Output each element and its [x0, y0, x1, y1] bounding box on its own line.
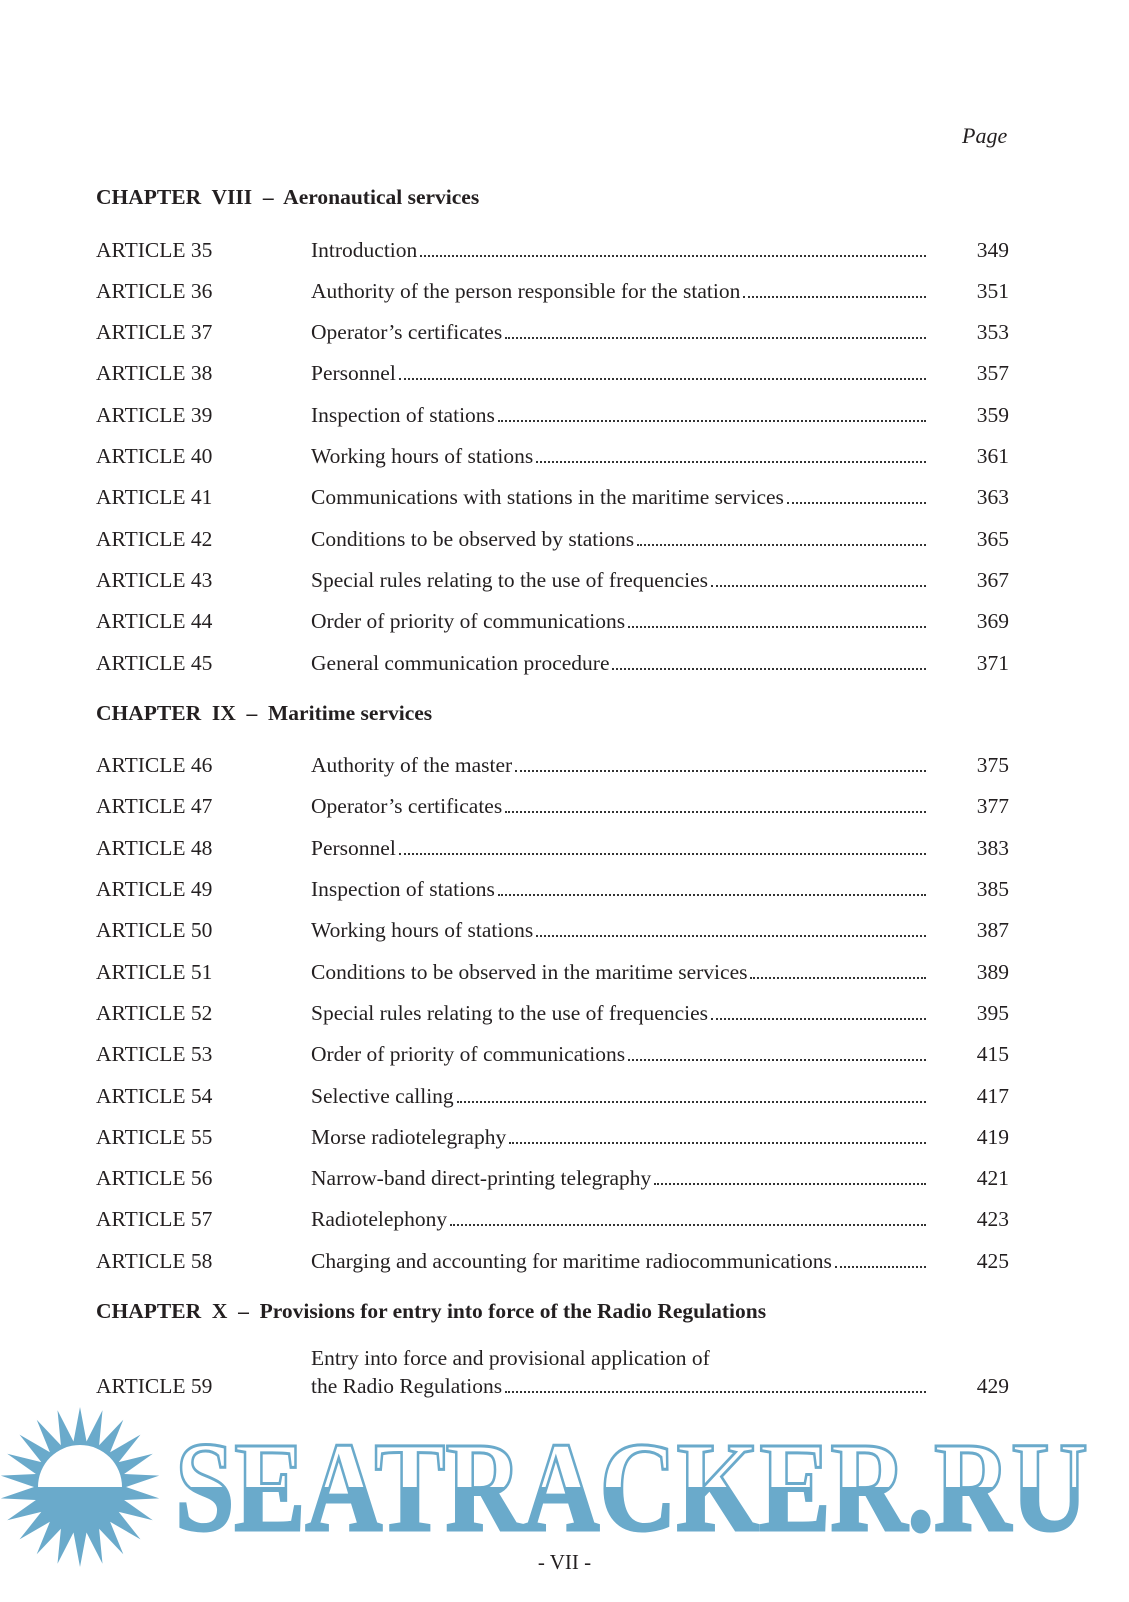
- entry-title: Order of priority of communications: [311, 1042, 626, 1067]
- dot-leader: [536, 461, 926, 463]
- toc-entry[interactable]: [96, 821, 1009, 862]
- page-column-header: Page: [962, 123, 1008, 148]
- article-number: ARTICLE 40: [96, 444, 213, 469]
- toc-entry[interactable]: [96, 945, 1009, 986]
- page-number: 357: [976, 361, 1009, 386]
- page-number: 385: [976, 877, 1009, 902]
- entry-title: General communication procedure: [311, 650, 610, 675]
- dot-leader: [654, 1183, 926, 1185]
- entry-title: Inspection of stations: [311, 877, 495, 902]
- toc-entry[interactable]: [96, 265, 1009, 306]
- entry-title: Special rules relating to the use of frequencies: [311, 1000, 709, 1025]
- toc-entry[interactable]: [96, 554, 1009, 595]
- entry-title: Narrow-band direct-printing telegraphy: [311, 1166, 652, 1191]
- page-number: 383: [976, 835, 1009, 860]
- toc-entry[interactable]: [96, 512, 1009, 553]
- article-number: ARTICLE 58: [96, 1248, 213, 1273]
- dot-leader: [509, 1142, 926, 1144]
- entry-title: Working hours of stations: [311, 444, 534, 469]
- page-number: 377: [976, 794, 1009, 819]
- page-number: 415: [976, 1042, 1009, 1067]
- toc-entry[interactable]: [96, 1152, 1009, 1193]
- article-number: ARTICLE 45: [96, 650, 213, 675]
- toc-entry[interactable]: [96, 904, 1009, 945]
- article-number: ARTICLE 37: [96, 320, 213, 345]
- toc-entry[interactable]: [96, 1345, 1009, 1401]
- page-number: 423: [976, 1207, 1009, 1232]
- toc-entry[interactable]: [96, 223, 1009, 264]
- toc-entry[interactable]: [96, 388, 1009, 429]
- article-number: ARTICLE 56: [96, 1166, 213, 1191]
- dot-leader: [420, 255, 926, 257]
- toc-entry[interactable]: [96, 780, 1009, 821]
- entry-title: Conditions to be observed by stations: [311, 526, 635, 551]
- dot-leader: [505, 337, 926, 339]
- dot-leader: [835, 1266, 926, 1268]
- toc-entry[interactable]: [96, 471, 1009, 512]
- article-number: ARTICLE 55: [96, 1124, 213, 1149]
- article-number: ARTICLE 36: [96, 278, 213, 303]
- entry-title: Radiotelephony: [311, 1207, 448, 1232]
- dot-leader: [399, 853, 926, 855]
- toc-entry[interactable]: [96, 1111, 1009, 1152]
- page-number: 369: [976, 609, 1009, 634]
- article-number: ARTICLE 41: [96, 485, 213, 510]
- entry-title: Working hours of stations: [311, 918, 534, 943]
- page-number-footer: - VII -: [537, 1550, 592, 1574]
- article-number: ARTICLE 57: [96, 1207, 213, 1232]
- entry-title: Operator’s certificates: [311, 320, 503, 345]
- entry-title: Personnel: [311, 361, 396, 386]
- page-number: 371: [976, 650, 1009, 675]
- entry-title: Personnel: [311, 835, 396, 860]
- chapter-heading: CHAPTER IX – Maritime services: [96, 700, 433, 725]
- page-number: 349: [976, 237, 1009, 262]
- dot-leader: [637, 544, 926, 546]
- page-number: 351: [976, 278, 1009, 303]
- entry-title: Charging and accounting for maritime radiocommunications: [311, 1248, 832, 1273]
- toc-entry[interactable]: [96, 1193, 1009, 1234]
- toc-entry[interactable]: [96, 347, 1009, 388]
- article-number: ARTICLE 51: [96, 959, 213, 984]
- page-number: 419: [976, 1124, 1009, 1149]
- dot-leader: [711, 585, 926, 587]
- article-number: ARTICLE 38: [96, 361, 213, 386]
- toc-entry[interactable]: [96, 987, 1009, 1028]
- article-number: ARTICLE 42: [96, 526, 213, 551]
- entry-title: Operator’s certificates: [311, 794, 503, 819]
- article-number: ARTICLE 47: [96, 794, 213, 819]
- dot-leader: [505, 811, 926, 813]
- chapter-heading: CHAPTER X – Provisions for entry into force of the Radio Regulations: [96, 1298, 767, 1323]
- watermark-text: SEATRACKER.RU: [175, 1416, 1088, 1558]
- page-number: 363: [976, 485, 1009, 510]
- entry-title: Selective calling: [311, 1083, 454, 1108]
- dot-leader: [498, 420, 926, 422]
- page-number: 375: [976, 753, 1009, 778]
- entry-title: Morse radiotelegraphy: [311, 1124, 507, 1149]
- article-number: ARTICLE 46: [96, 753, 213, 778]
- article-number: ARTICLE 54: [96, 1083, 213, 1108]
- entry-title-line1: Entry into force and provisional application of: [311, 1346, 710, 1371]
- page-number: 353: [976, 320, 1009, 345]
- toc-entry[interactable]: [96, 863, 1009, 904]
- toc-entry[interactable]: [96, 739, 1009, 780]
- article-number: ARTICLE 50: [96, 918, 213, 943]
- sun-logo-icon: [1, 1407, 159, 1567]
- page-number: 387: [976, 918, 1009, 943]
- entry-title: Inspection of stations: [311, 402, 495, 427]
- dot-leader: [505, 1391, 926, 1393]
- dot-leader: [787, 502, 926, 504]
- entry-title: the Radio Regulations: [311, 1374, 503, 1399]
- dot-leader: [515, 770, 926, 772]
- page-number: 365: [976, 526, 1009, 551]
- article-number: ARTICLE 53: [96, 1042, 213, 1067]
- article-number: ARTICLE 49: [96, 877, 213, 902]
- entry-title: Conditions to be observed in the maritime services: [311, 959, 748, 984]
- dot-leader: [628, 1059, 926, 1061]
- entry-title: Authority of the master: [311, 753, 513, 778]
- page-number: 421: [976, 1166, 1009, 1191]
- article-number: ARTICLE 39: [96, 402, 213, 427]
- dot-leader: [399, 378, 926, 380]
- dot-leader: [457, 1101, 926, 1103]
- article-number: ARTICLE 44: [96, 609, 213, 634]
- page-number: 361: [976, 444, 1009, 469]
- toc-entry[interactable]: [96, 430, 1009, 471]
- dot-leader: [612, 668, 926, 670]
- dot-leader: [450, 1224, 926, 1226]
- dot-leader: [711, 1018, 926, 1020]
- page-number: 417: [976, 1083, 1009, 1108]
- article-number: ARTICLE 52: [96, 1000, 213, 1025]
- dot-leader: [498, 894, 926, 896]
- chapter-heading: CHAPTER VIII – Aeronautical services: [96, 185, 480, 209]
- entry-title: Authority of the person responsible for the station: [311, 278, 741, 303]
- dot-leader: [628, 626, 926, 628]
- entry-title: Communications with stations in the maritime services: [311, 485, 784, 510]
- toc-entry[interactable]: [96, 1234, 1009, 1275]
- table-of-contents: [96, 182, 1009, 1401]
- page-number: 359: [976, 402, 1009, 427]
- entry-title: Introduction: [311, 237, 418, 262]
- article-number: ARTICLE 59: [96, 1374, 213, 1399]
- dot-leader: [536, 935, 926, 937]
- dot-leader: [743, 296, 926, 298]
- page-number: 367: [976, 567, 1009, 592]
- toc-entry[interactable]: [96, 1069, 1009, 1110]
- toc-entry[interactable]: [96, 306, 1009, 347]
- toc-entry[interactable]: [96, 636, 1009, 677]
- toc-entry[interactable]: [96, 1028, 1009, 1069]
- page-number: 395: [976, 1000, 1009, 1025]
- page-number: 425: [976, 1248, 1009, 1273]
- article-number: ARTICLE 35: [96, 237, 213, 262]
- dot-leader: [750, 977, 926, 979]
- article-number: ARTICLE 48: [96, 835, 213, 860]
- page-number: 389: [976, 959, 1009, 984]
- entry-title: Special rules relating to the use of frequencies: [311, 567, 709, 592]
- page-number: 429: [976, 1374, 1009, 1399]
- article-number: ARTICLE 43: [96, 567, 213, 592]
- toc-entry[interactable]: [96, 595, 1009, 636]
- entry-title: Order of priority of communications: [311, 609, 626, 634]
